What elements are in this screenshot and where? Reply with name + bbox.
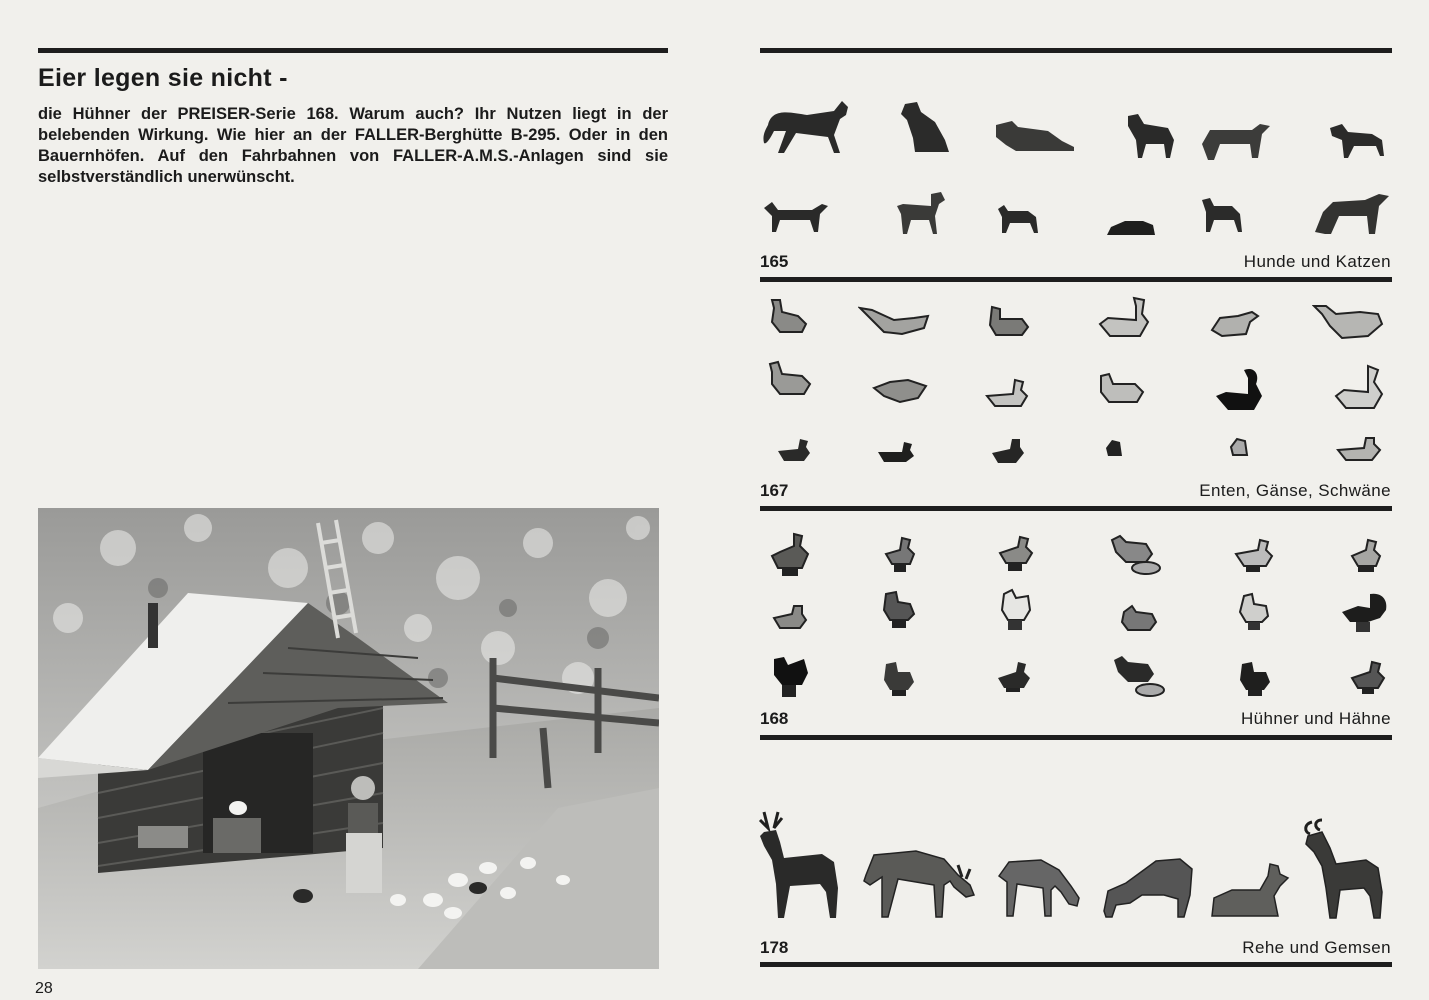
dog-figurine bbox=[1122, 110, 1177, 160]
hen-figurine bbox=[1350, 538, 1382, 574]
dog-figurine bbox=[1328, 122, 1388, 160]
hen-figurine bbox=[998, 535, 1034, 573]
black-swan-figurine bbox=[1214, 366, 1266, 414]
intro-text: die Hühner der PREISER-Serie 168. Warum auch? Ihr Nutzen liegt in der belebenden Wirkung. Wie hier an der FALLER-Berghütte B-295. Oder in den Bauernhöfen. Auf den Fahrbahnen von FALLER-A.M.S.-Anlagen sind sie selbstverständlich unerwünscht. bbox=[38, 105, 668, 186]
doe-grazing-figurine bbox=[1100, 855, 1196, 921]
series-name: Enten, Gänse, Schwäne bbox=[1199, 481, 1391, 500]
cat-figurine bbox=[1198, 196, 1244, 234]
dog-figurine bbox=[895, 100, 955, 155]
chamois-figurine bbox=[1300, 818, 1394, 922]
swan-figurine bbox=[1098, 296, 1150, 340]
dog-figurine bbox=[762, 198, 832, 234]
fawn-resting-figurine bbox=[1208, 860, 1290, 920]
goose-figurine bbox=[1208, 310, 1260, 342]
right-top-rule bbox=[760, 48, 1392, 53]
goose-figurine bbox=[858, 302, 930, 338]
stag-figurine bbox=[750, 810, 845, 922]
goose-figurine bbox=[766, 360, 812, 402]
cat-figurine bbox=[1105, 215, 1157, 237]
hen-figurine bbox=[768, 532, 812, 578]
goose-figurine bbox=[872, 376, 928, 404]
series-name: Rehe und Gemsen bbox=[1242, 938, 1391, 957]
hen-figurine bbox=[1120, 604, 1158, 632]
hen-figurine bbox=[882, 660, 916, 698]
hen-figurine bbox=[772, 604, 808, 630]
hen-figurine bbox=[996, 660, 1032, 694]
hen-figurine bbox=[1350, 660, 1386, 696]
hen-with-bowl-figurine bbox=[1110, 534, 1162, 576]
section-rule bbox=[760, 277, 1392, 282]
hen-figurine bbox=[1238, 592, 1270, 632]
goose-figurine bbox=[1312, 300, 1384, 342]
rooster-figurine bbox=[1340, 592, 1390, 634]
hen-figurine bbox=[1234, 538, 1274, 574]
hen-figurine bbox=[1238, 660, 1272, 698]
series-name: Hunde und Katzen bbox=[1243, 252, 1391, 271]
series-number: 178 bbox=[760, 938, 789, 957]
rooster-figurine bbox=[770, 655, 810, 699]
section-rule bbox=[760, 506, 1392, 511]
duck-figurine bbox=[985, 378, 1029, 408]
page-title: Eier legen sie nicht - bbox=[38, 64, 288, 92]
page-number: 28 bbox=[35, 980, 53, 997]
section-rule bbox=[760, 962, 1392, 967]
dog-figurine bbox=[992, 115, 1077, 155]
duck-head-figurine bbox=[1104, 438, 1124, 458]
duck-figurine bbox=[984, 305, 1030, 337]
duck-figurine bbox=[1336, 436, 1382, 462]
hen-figurine bbox=[884, 536, 916, 574]
duck-figurine bbox=[1097, 372, 1145, 406]
series-name: Hühner und Hähne bbox=[1240, 709, 1391, 728]
duck-figurine bbox=[876, 440, 916, 464]
dog-figurine bbox=[762, 95, 857, 155]
dog-figurine bbox=[1313, 192, 1391, 236]
series-number: 168 bbox=[760, 709, 789, 728]
duck-figurine bbox=[776, 437, 812, 463]
swan-figurine bbox=[1334, 364, 1384, 412]
duck-head-figurine bbox=[1229, 437, 1249, 457]
deer-grazing-figurine bbox=[858, 845, 976, 921]
dog-figurine bbox=[895, 190, 950, 235]
hen-with-bowl-figurine bbox=[1112, 654, 1166, 698]
mountain-hut-photo bbox=[38, 508, 659, 969]
left-top-rule bbox=[38, 48, 668, 53]
dog-figurine bbox=[1198, 122, 1273, 162]
goose-figurine bbox=[766, 298, 808, 340]
rooster-figurine bbox=[998, 588, 1032, 632]
section-rule bbox=[760, 735, 1392, 740]
cat-figurine bbox=[996, 203, 1042, 235]
duck-figurine bbox=[988, 437, 1026, 465]
series-number: 167 bbox=[760, 481, 789, 500]
doe-grazing-figurine bbox=[995, 858, 1081, 920]
hen-figurine bbox=[882, 590, 916, 630]
series-number: 165 bbox=[760, 252, 789, 271]
